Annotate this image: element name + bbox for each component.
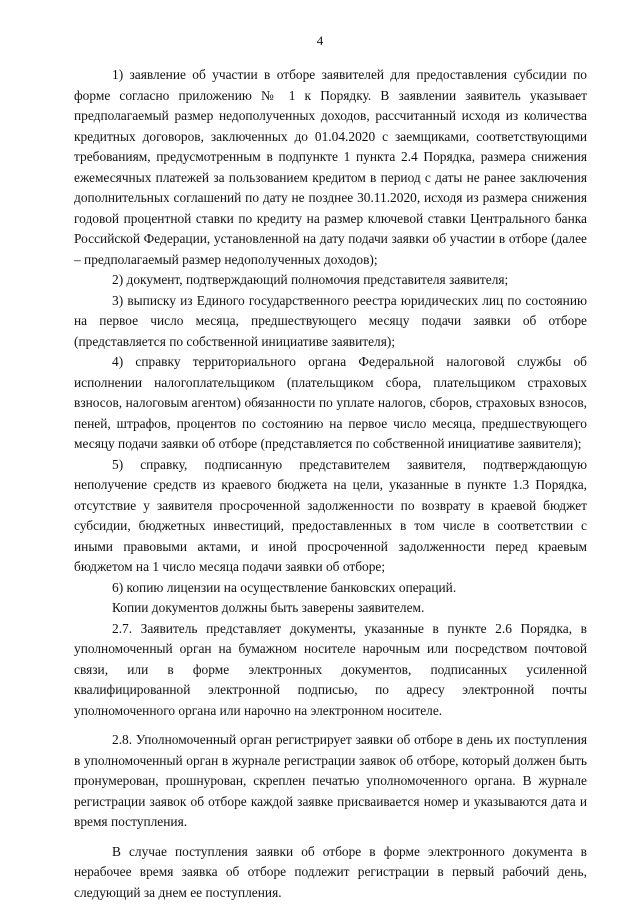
- paragraph-copies-certified: Копии документов должны быть заверены заявителем.: [112, 600, 425, 615]
- paragraph-license-copy: 6) копию лицензии на осуществление банковских операций.: [112, 579, 457, 595]
- paragraph-registry-extract: 3) выписку из Единого государственного реестра юридических лиц по состоянию на первое число месяца, предшествующего месяцу подачи заявки об отборе (представляется по собственной инициативе заявителя);: [74, 292, 587, 349]
- paragraph-authority-document: 2) документ, подтверждающий полномочия представителя заявителя;: [112, 272, 509, 287]
- paragraph-2-7: 2.7. Заявитель представляет документы, указанные в пункте 2.6 Порядка, в уполномоченный орган на бумажном носителе нарочным или посредством почтовой связи, или в форме электронных документов, подписанных усиленной квалифицированной электронной подписью, по адресу электронной почты уполномоченного органа или нарочно на электронном носителе.: [74, 620, 587, 718]
- paragraph-2-8: 2.8. Уполномоченный орган регистрирует заявки об отборе в день их поступления в уполномоченный орган в журнале регистрации заявок об отборе, который должен быть пронумерован, прошнурован, скреплен печатью уполномоченного органа. В журнале регистрации заявок об отборе каждой заявке присваивается номер и указываются дата и время поступления.: [74, 732, 587, 829]
- document-body: [74, 65, 587, 903]
- paragraph-application-form: 1) заявление об участии в отборе заявителей для предоставления субсидии по форме согласно приложению № 1 к Порядку. В заявлении заявитель указывает предполагаемый размер недополученных доходов, рассчитанный исходя из количества кредитных договоров, заключенных до 01.04.2020 с заемщиками, соответствующими требованиям, предусмотренным в подпункте 1 пункта 2.4 Порядка, размера снижения ежемесячных платежей за пользованием кредитом в период с даты не ранее заключения дополнительных соглашений по дату не позднее 30.11.2020, исходя из размера снижения годовой процентной ставки по кредиту на размер ключевой ставки Центрального банка Российской Федерации, установленной на дату подачи заявки об участии в отборе (далее – предполагаемый размер недополученных доходов);: [74, 67, 587, 267]
- page-number: 4: [316, 33, 324, 48]
- paragraph-funds-certificate: 5) справку, подписанную представителем заявителя, подтверждающую неполучение средств из краевого бюджета на цели, указанные в пункте 1.3 Порядка, отсутствие у заявителя просроченной задолженности по возврату в краевой бюджет субсидии, бюджетных инвестиций, предоставленных в том числе в соответствии с иными правовыми актами, и иной просроченной задолженности перед краевым бюджетом на 1 число месяца подачи заявки об отборе;: [74, 456, 587, 574]
- paragraph-tax-certificate: 4) справку территориального органа Федеральной налоговой службы об исполнении налогоплательщиком (плательщиком сбора, плательщиком страховых взносов, налоговым агентом) обязанности по уплате налогов, сборов, страховых взносов, пеней, штрафов, процентов по состоянию на первое число месяца, предшествующего месяцу подачи заявки об отборе (представляется по собственной инициативе заявителя);: [74, 354, 587, 451]
- paragraph-electronic-submission: В случае поступления заявки об отборе в форме электронного документа в нерабочее время заявка об отборе подлежит регистрации в первый рабочий день, следующий за днем ее поступления.: [74, 843, 587, 900]
